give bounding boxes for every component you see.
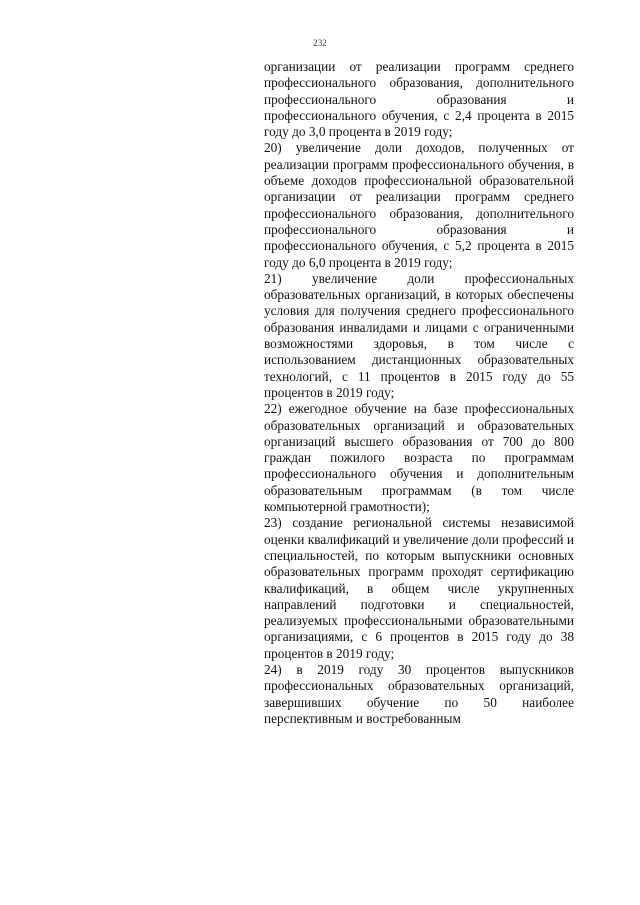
document-body <box>264 59 574 727</box>
paragraph-item-23: 23) создание региональной системы независимой оценки квалификаций и увеличение доли профессий и специальностей, по которым выпускники основных образовательных программ проходят сертификацию квалификаций, в общем числе укрупненных направлений подготовки и специальностей, реализуемых профессиональными образовательными организациями, с 6 процентов в 2015 году до 38 процентов в 2019 году; <box>264 515 574 661</box>
paragraph-item-20: 20) увеличение доли доходов, полученных от реализации программ профессионального обучения, в объеме доходов профессиональной образовательной организации от реализации программ среднего профессионального образования, дополнительного профессионального образования и профессионального обучения, с 5,2 процента в 2015 году до 6,0 процента в 2019 году; <box>264 140 574 270</box>
page-number: 232 <box>313 38 327 48</box>
paragraph-item-24: 24) в 2019 году 30 процентов выпускников профессиональных образовательных организаций, завершивших обучение по 50 наиболее перспективным и востребованным <box>264 661 574 726</box>
paragraph-item-21: 21) увеличение доли профессиональных образовательных организаций, в которых обеспечены условия для получения среднего профессионального образования инвалидами и лицами с ограниченными возможностями здоровья, в том числе с использованием дистанционных образовательных технологий, с 11 процентов в 2015 году до 55 процентов в 2019 году; <box>264 270 574 400</box>
paragraph-item-22: 22) ежегодное обучение на базе профессиональных образовательных организаций и образовательных организаций высшего образования от 700 до 800 граждан пожилого возраста по программам профессионального обучения и дополнительным образовательным программам (в том числе компьютерной грамотности); <box>264 401 574 515</box>
paragraph-continuation: организации от реализации программ среднего профессионального образования, дополнительного профессионального образования и профессионального обучения, с 2,4 процента в 2015 году до 3,0 процента в 2019 году; <box>264 59 574 140</box>
